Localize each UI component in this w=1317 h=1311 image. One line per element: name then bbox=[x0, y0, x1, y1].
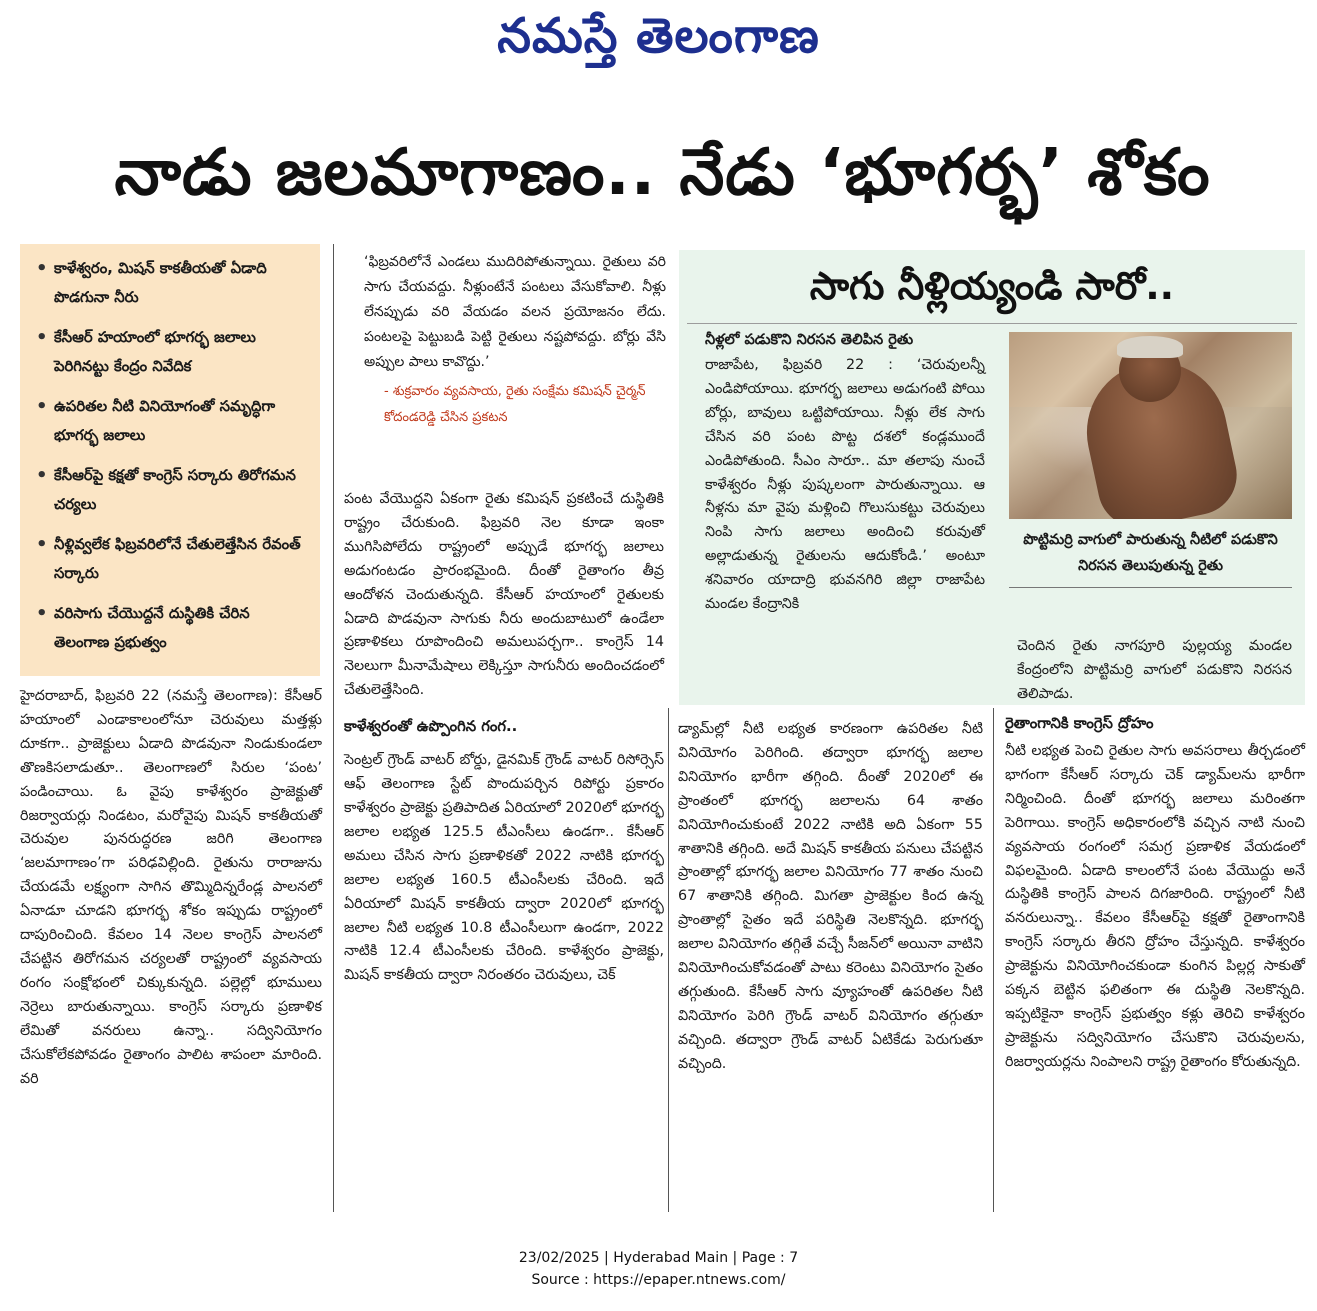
bullet-icon: • bbox=[36, 327, 48, 348]
bullet-icon: • bbox=[36, 603, 48, 624]
sidebar-story bbox=[679, 250, 1305, 705]
sidebar-body: రాజాపేట, ఫిబ్రవరి 22 : ‘చెరువులన్నీ ఎండిపోయాయి. భూగర్భ జలాలు అడుగంటి పోయి బోర్లు, బావులు ఒట్టిపోయాయి. నీళ్లు లేక సాగు చేసిన వరి పంట పొట్ట దశలో కండ్లముందే ఎండిపోతుంది. సీఎం సారూ.. మా తలాపు నుంచే కాళేశ్వరం నీళ్లు పుష్కలంగా పారుతున్నాయి. ఆ నీళ్లను మా వైపు మళ్లించి గొలుసుకట్టు చెరువులు నింపి సాగు జలాలు అందించి కరువుతో అల్లాడుతున్న రైతులను ఆదుకోండి.’ అంటూ శనివారం యాదాద్రి భువనగిరి జిల్లా రాజాపేట మండల కేంద్రానికి bbox=[705, 357, 985, 613]
sidebar-subtitle: నీళ్లలో పడుకొని నిరసన తెలిపిన రైతు bbox=[705, 332, 914, 348]
highlight-text: కేసీఆర్ హయాంలో భూగర్భ జలాలు పెరిగినట్టు కేంద్రం నివేదిక bbox=[54, 329, 256, 375]
sidebar-title: సాగు నీళ్లియ్యండి సారో.. bbox=[809, 264, 1175, 308]
article-paragraph: పంట వేయొద్దని ఏకంగా రైతు కమిషన్ ప్రకటించే దుస్థితికి రాష్ట్రం చేరుకుంది. ఫిబ్రవరి నెల కూడా ఇంకా ముగిసిపోలేదు రాష్ట్రంలో అప్పుడే భూగర్భ జలాలు అడుగంటడం ప్రారంభమైంది. దీంతో రైతాంగం తీవ్ర ఆందోళన చెందుతున్నది. కేసీఆర్ హయాంలో రైతులకు ఏడాది పొడవునా సాగుకు నీరు అందుబాటులో ఉండేలా ప్రణాళికలు రూపొందించి అమలుపర్చగా.. కాంగ్రెస్ 14 నెలలుగా మీనామేషాలు లెక్కిస్తూ సాగునీరు అందించడంలో చేతులెత్తేసింది. bbox=[344, 491, 664, 699]
highlights-box bbox=[20, 244, 320, 676]
sidebar-continuation: చెందిన రైతు నాగపూరి పుల్లయ్య మండల కేంద్రంలోని పొట్టిమర్రి వాగులో పడుకొని నిరసన తెలిపాడు. bbox=[1017, 638, 1292, 702]
farmer-hair bbox=[1117, 336, 1183, 358]
section-subhead: కాళేశ్వరంతో ఉప్పొంగిన గంగ.. bbox=[344, 718, 518, 736]
article-column-3 bbox=[678, 718, 983, 1077]
bullet-icon: • bbox=[36, 465, 48, 486]
footer bbox=[0, 1247, 1317, 1291]
footer-source: Source : https://epaper.ntnews.com/ bbox=[531, 1272, 786, 1288]
bullet-icon: • bbox=[36, 396, 48, 417]
highlight-text: నీళ్లివ్వలేక ఫిబ్రవరిలోనే చేతులెత్తేసిన రేవంత్ సర్కారు bbox=[54, 536, 301, 582]
highlight-item bbox=[34, 323, 310, 381]
headline: నాడు జలమాగాణం.. నేడు ‘భూగర్భ’ శోకం bbox=[114, 136, 1211, 210]
column-rule bbox=[668, 708, 669, 1212]
article-column-1 bbox=[20, 685, 322, 1091]
highlight-item bbox=[34, 599, 310, 657]
highlight-item bbox=[34, 461, 310, 519]
highlight-item bbox=[34, 392, 310, 450]
article-paragraph: నీటి లభ్యత పెంచి రైతుల సాగు అవసరాలు తీర్చడంలో భాగంగా కేసీఆర్ సర్కారు చెక్ డ్యామ్‌లను భారీగా నిర్మించింది. దీంతో భూగర్భ జలాలు మరింతగా పెరిగాయి. కాంగ్రెస్ అధికారంలోకి వచ్చిన నాటి నుంచి వ్యవసాయ రంగంలో సమగ్ర ప్రణాళిక వేయడంలో విఫలమైంది. ఏడాది కాలంలోనే పంట వేయొద్దు అనే దుస్థితికి కాంగ్రెస్ పాలన దిగజారింది. రాష్ట్రంలో నీటి వనరులున్నా.. కేవలం కేసీఆర్‌పై కక్షతో రైతాంగానికి కాంగ్రెస్ సర్కారు తీరని ద్రోహం చేస్తున్నది. కాళేశ్వరం ప్రాజెక్టును వినియోగించకుండా కుంగిన పిల్లర్ల సాకుతో పక్కన బెట్టిన ఫలితంగా ఈ దుస్థితి నెలకొన్నది. ఇప్పటికైనా కాంగ్రెస్ ప్రభుత్వం కళ్లు తెరిచి కాళేశ్వరం ప్రాజెక్టును సద్వినియోగం చేసుకొని చెరువులను, రిజర్వాయర్లను నింపాలని రాష్ట్ర రైతాంగం కోరుతున్నది. bbox=[1005, 743, 1305, 1070]
highlight-text: ఉపరితల నీటి వినియోగంతో సమృద్ధిగా భూగర్భ జలాలు bbox=[54, 398, 276, 444]
farmer-photo bbox=[1009, 332, 1292, 519]
masthead-logo: నమస్తే తెలంగాణ bbox=[497, 8, 820, 64]
article-paragraph: డ్యామ్‌ల్లో నీటి లభ్యత కారణంగా ఉపరితల నీటి వినియోగం పెరిగింది. తద్వారా భూగర్భ జలాల వినియోగం భారీగా తగ్గింది. దీంతో 2020లో ఈ ప్రాంతంలో భూగర్భ జలాలను 64 శాతం వినియోగించుకుంటే 2022 నాటికి అది ఏకంగా 55 శాతానికి తగ్గింది. అదే మిషన్ కాకతీయ పనులు చేపట్టిన ప్రాంతాల్లో భూగర్భ జలాల వినియోగం 77 శాతం నుంచి 67 శాతానికి తగ్గింది. మిగతా ప్రాజెక్టుల కింద ఉన్న ప్రాంతాల్లో సైతం ఇదే పరిస్థితి నెలకొన్నది. భూగర్భ జలాల వినియోగం తగ్గితే వచ్చే సీజన్‌లో అయినా వాటిని వినియోగించుకోవడంతో పాటు కరెంటు వినియోగం సైతం తగ్గుతుంది. కేసీఆర్ సాగు వ్యూహంతో ఉపరితల నీటి వినియోగం పెరిగి గ్రౌండ్ వాటర్ వినియోగం తగ్గుతూ వచ్చింది. తద్వారా గ్రౌండ్ వాటర్ ఏటికేడు పెరుగుతూ వచ్చింది. bbox=[678, 721, 983, 1072]
article-paragraph: హైదరాబాద్, ఫిబ్రవరి 22 (నమస్తే తెలంగాణ): కేసీఆర్ హయాంలో ఎండాకాలంలోనూ చెరువులు మత్తళ్లు దూకగా.. ప్రాజెక్టులు ఏడాది పొడవునా నిండుకుండలా తొణకిసలాడుతూ.. తెలంగాణలో సిరుల ‘పంట’ పండించాయి. ఓ వైపు కాళేశ్వరం ప్రాజెక్టుతో రిజర్వాయర్లు నిండటం, మరోవైపు మిషన్ కాకతీయతో చెరువుల పునరుద్ధరణ జరిగి తెలంగాణ ‘జలమాగాణం’గా పరిఢవిల్లింది. రైతును రారాజును చేయడమే లక్ష్యంగా సాగిన తొమ్మిదిన్నరేండ్ల పాలనలో ఏనాడూ చూడని భూగర్భ శోకం ఇప్పుడు రాష్ట్రంలో దాపురించింది. కేవలం 14 నెలల కాంగ్రెస్ పాలనలో చేపట్టిన తిరోగమన చర్యలతో రాష్ట్రంలో వ్యవసాయ రంగం సంక్షోభంలో చిక్కుకున్నది. పల్లెల్లో భూములు నెర్రెలు బారుతున్నాయి. కాంగ్రెస్ సర్కారు ప్రణాళిక లేమితో వనరులు ఉన్నా.. సద్వినియోగం చేసుకోలేకపోవడం రైతాంగం పాలిట శాపంలా మారింది. వరి bbox=[20, 688, 322, 1087]
highlight-text: వరిసాగు చేయొద్దనే దుస్థితికి చేరిన తెలంగాణ ప్రభుత్వం bbox=[54, 605, 250, 651]
highlight-text: కాళేశ్వరం, మిషన్ కాకతీయతో ఏడాది పొడగునా నీరు bbox=[54, 260, 267, 306]
quote-attribution: - శుక్రవారం వ్యవసాయ, రైతు సంక్షేమ కమిషన్ చైర్మన్ కోదండరెడ్డి చేసిన ప్రకటన bbox=[384, 384, 646, 425]
highlight-item bbox=[34, 530, 310, 588]
bullet-icon: • bbox=[36, 258, 48, 279]
highlight-text: కేసీఆర్‌పై కక్షతో కాంగ్రెస్ సర్కారు తిరోగమన చర్యలు bbox=[54, 467, 296, 513]
photo-caption: పొట్టిమర్రి వాగులో పారుతున్న నీటిలో పడుకొని నిరసన తెలుపుతున్న రైతు bbox=[1023, 532, 1278, 574]
article-paragraph: సెంట్రల్ గ్రౌండ్ వాటర్ బోర్డు, డైనమిక్ గ్రౌండ్ వాటర్ రిసోర్సెస్ ఆఫ్ తెలంగాణ స్టేట్ పొందుపర్చిన రిపోర్టు ప్రకారం కాళేశ్వరం ప్రాజెక్టు ప్రతిపాదిత ఏరియాలో 2020లో భూగర్భ జలాల లభ్యత 125.5 టీఎంసీలు ఉండగా.. కేసీఆర్ అమలు చేసిన సాగు ప్రణాళికతో 2022 నాటికి భూగర్భ జలాల లభ్యత 160.5 టీఎంసీలకు చేరింది. ఇదే ఏరియాలో మిషన్ కాకతీయ ద్వారా 2020లో భూగర్భ జలాల నీటి లభ్యత 10.8 టీఎంసీలుగా ఉండగా, 2022 నాటికి 12.4 టీఎంసీలకు చేరింది. కాళేశ్వరం ప్రాజెక్టు, మిషన్ కాకతీయ ద్వారా నిరంతరం చెరువులు, చెక్ bbox=[344, 752, 664, 984]
sidebar-divider bbox=[687, 323, 1297, 324]
section-subhead: రైతాంగానికి కాంగ్రెస్ ద్రోహం bbox=[1005, 715, 1154, 732]
quote-text: ‘ఫిబ్రవరిలోనే ఎండలు ముదిరిపోతున్నాయి. రైతులు వరి సాగు చేయవద్దు. నీళ్లుంటేనే పంటలు వేసుకోవాలి. నీళ్లు లేనప్పుడు వరి వేయడం వలన ప్రయోజనం లేదు. పంటలపై పెట్టుబడి పెట్టి రైతులు నష్టపోవద్దు. బోర్లు వేసి అప్పుల పాలు కావొద్దు.’ bbox=[364, 254, 666, 370]
article-column-2 bbox=[344, 488, 664, 988]
pull-quote bbox=[364, 250, 666, 431]
bullet-icon: • bbox=[36, 534, 48, 555]
highlight-item bbox=[34, 254, 310, 312]
highlights-list bbox=[20, 244, 320, 657]
caption-divider bbox=[1009, 587, 1292, 588]
footer-date-edition: 23/02/2025 | Hyderabad Main | Page : 7 bbox=[518, 1250, 799, 1266]
column-rule bbox=[993, 708, 994, 1212]
article-column-4 bbox=[1005, 708, 1305, 1075]
column-rule bbox=[333, 244, 334, 1212]
